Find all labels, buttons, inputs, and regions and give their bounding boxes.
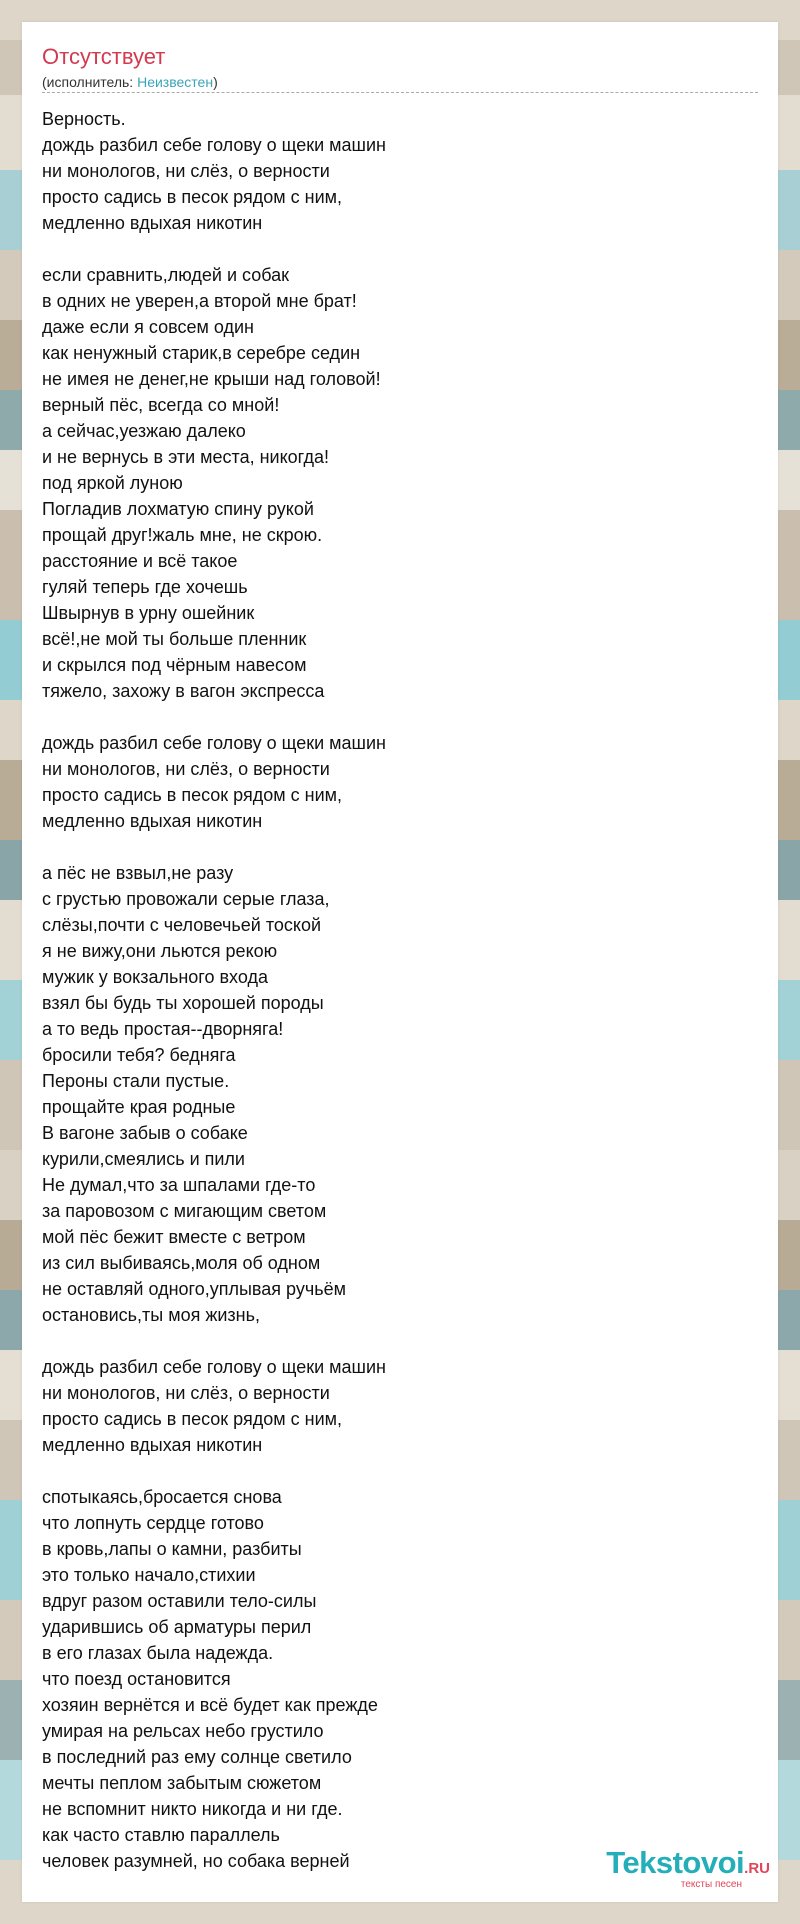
stanza-gap: [42, 834, 742, 860]
logo-name: Tekstovoi: [606, 1845, 745, 1880]
song-title: Отсутствует: [42, 44, 166, 69]
lyric-line: человек разумней, но собака верней: [42, 1851, 350, 1871]
lyric-line: прощайте края родные: [42, 1097, 236, 1117]
lyric-line: Не думал,что за шпалами где-то: [42, 1175, 316, 1195]
lyric-line: взял бы будь ты хорошей породы: [42, 993, 324, 1013]
lyric-line: Пероны стали пустые.: [42, 1071, 230, 1091]
logo-tld: .RU: [744, 1860, 770, 1877]
lyric-line: даже если я совсем один: [42, 317, 254, 337]
lyric-line: ни монологов, ни слёз, о верности: [42, 1383, 330, 1403]
lyric-line: Погладив лохматую спину рукой: [42, 499, 314, 519]
lyric-line: что лопнуть сердце готово: [42, 1513, 264, 1533]
lyric-line: медленно вдыхая никотин: [42, 213, 263, 233]
lyric-line: как ненужный старик,в серебре седин: [42, 343, 361, 363]
lyric-line: всё!,не мой ты больше пленник: [42, 629, 307, 649]
site-logo[interactable]: [606, 1847, 770, 1890]
lyric-line: умирая на рельсах небо грустило: [42, 1721, 324, 1741]
lyric-line: если сравнить,людей и собак: [42, 265, 289, 285]
lyric-line: не вспомнит никто никогда и ни где.: [42, 1799, 343, 1819]
lyric-line: мужик у вокзального входа: [42, 967, 268, 987]
lyric-line: из сил выбиваясь,моля об одном: [42, 1253, 321, 1273]
lyrics-text: [42, 106, 742, 1874]
lyric-line: Верность.: [42, 109, 126, 129]
lyric-line: спотыкаясь,бросается снова: [42, 1487, 282, 1507]
lyric-line: с грустью провожали серые глаза,: [42, 889, 330, 909]
lyric-line: в одних не уверен,а второй мне брат!: [42, 291, 357, 311]
lyric-line: ни монологов, ни слёз, о верности: [42, 161, 330, 181]
lyric-line: прощай друг!жаль мне, не скрою.: [42, 525, 323, 545]
lyric-line: остановись,ты моя жизнь,: [42, 1305, 260, 1325]
lyric-line: тяжело, захожу в вагон экспресса: [42, 681, 325, 701]
lyric-line: гуляй теперь где хочешь: [42, 577, 248, 597]
lyric-line: Швырнув в урну ошейник: [42, 603, 255, 623]
artist-line: [42, 73, 218, 91]
lyric-line: вдруг разом оставили тело-силы: [42, 1591, 317, 1611]
lyric-line: просто садись в песок рядом с ним,: [42, 187, 342, 207]
lyric-line: просто садись в песок рядом с ним,: [42, 1409, 342, 1429]
stanza-gap: [42, 704, 742, 730]
artist-suffix: ): [213, 74, 218, 90]
lyric-line: а пёс не взвыл,не разу: [42, 863, 234, 883]
lyric-line: в кровь,лапы о камни, разбиты: [42, 1539, 302, 1559]
lyric-line: мечты пеплом забытым сюжетом: [42, 1773, 322, 1793]
lyric-line: а то ведь простая--дворняга!: [42, 1019, 284, 1039]
lyric-line: я не вижу,они льются рекою: [42, 941, 278, 961]
lyric-line: не оставляй одного,уплывая ручьём: [42, 1279, 346, 1299]
lyric-line: В вагоне забыв о собаке: [42, 1123, 248, 1143]
artist-link[interactable]: Неизвестен: [137, 74, 214, 90]
lyric-line: не имея не денег,не крыши над головой!: [42, 369, 381, 389]
stanza-gap: [42, 236, 742, 262]
lyric-line: это только начало,стихии: [42, 1565, 256, 1585]
logo-tagline: тексты песен: [680, 1879, 742, 1890]
lyric-line: дождь разбил себе голову о щеки машин: [42, 733, 386, 753]
lyric-line: просто садись в песок рядом с ним,: [42, 785, 342, 805]
lyric-line: дождь разбил себе голову о щеки машин: [42, 1357, 386, 1377]
lyric-line: медленно вдыхая никотин: [42, 1435, 263, 1455]
lyric-line: что поезд остановится: [42, 1669, 231, 1689]
lyric-line: и не вернусь в эти места, никогда!: [42, 447, 329, 467]
lyric-line: медленно вдыхая никотин: [42, 811, 263, 831]
title-separator: [42, 92, 758, 93]
lyric-line: в его глазах была надежда.: [42, 1643, 274, 1663]
lyric-line: верный пёс, всегда со мной!: [42, 395, 280, 415]
lyric-line: курили,смеялись и пили: [42, 1149, 245, 1169]
lyric-line: за паровозом с мигающим светом: [42, 1201, 327, 1221]
lyric-line: ни монологов, ни слёз, о верности: [42, 759, 330, 779]
lyric-line: и скрылся под чёрным навесом: [42, 655, 307, 675]
artist-prefix: (исполнитель:: [42, 74, 138, 90]
lyric-line: ударившись об арматуры перил: [42, 1617, 312, 1637]
lyric-line: слёзы,почти с человечьей тоской: [42, 915, 322, 935]
lyric-line: под яркой луною: [42, 473, 183, 493]
lyric-line: хозяин вернётся и всё будет как прежде: [42, 1695, 378, 1715]
lyric-line: а сейчас,уезжаю далеко: [42, 421, 246, 441]
lyric-line: дождь разбил себе голову о щеки машин: [42, 135, 386, 155]
lyrics-card: [22, 22, 778, 1902]
lyric-line: мой пёс бежит вместе с ветром: [42, 1227, 306, 1247]
stanza-gap: [42, 1328, 742, 1354]
lyric-line: бросили тебя? бедняга: [42, 1045, 236, 1065]
lyric-line: расстояние и всё такое: [42, 551, 238, 571]
lyric-line: как часто ставлю параллель: [42, 1825, 280, 1845]
stanza-gap: [42, 1458, 742, 1484]
lyric-line: в последний раз ему солнце светило: [42, 1747, 352, 1767]
